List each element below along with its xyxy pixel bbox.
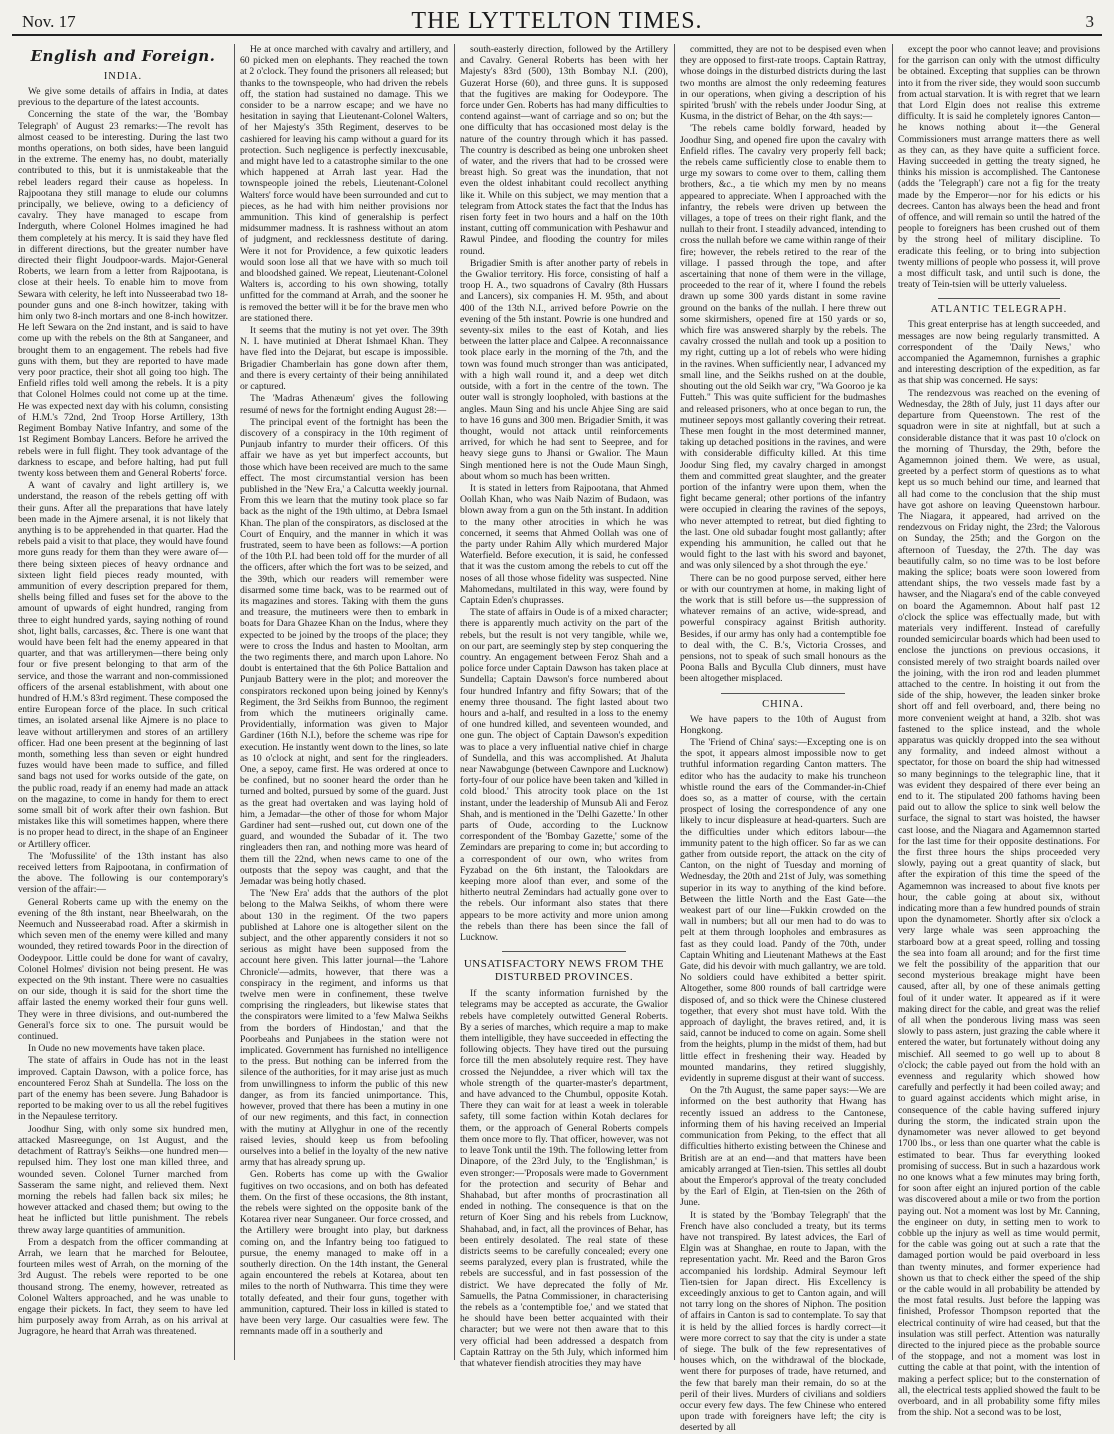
paragraph: The state of affairs in Oude is of a mixed character; there is apparently much activity on the part of the rebels, but the result is not very tangible, while we, on our part, are seemingly step by step conquering the country. An engagement between Feroz Shah and a police force under Captain Dawson has taken place at Sundella; Captain Dawson's force numbered about four hundred Infantry and fifty Sowars; that of the enemy three thousand. The fight lasted about two hours and a-half, and resulted in a loss to the enemy of one hundred killed, and seventeen wounded, and one gun. The object of Captain Dawson's expedition was to place a very influential native chief in charge of Sundella, and this was accomplished. At Jhaluta near Nawabgunge (between Cawnpore and Lucknow) forty-four of our police have been taken and 'killed in cold blood.' This atrocity took place on the 1st instant, under the leadership of Munsub Ali and Feroz Shah, and is mentioned in the 'Delhi Gazette.' In other parts of Oude, according to the Lucknow correspondent of the 'Bombay Gazette,' some of the Zemindars are preparing to come in; but according to a correspondent of our own, who writes from Fyzabad on the 6th instant, the Talookdars are keeping more aloof than ever, and some of the hitherto neutral Zemindars had actually gone over to the rebels. Our informant also states that there appears to be more activity and more union among the rebels than there has been since the fall of Lucknow. — [460, 607, 668, 944]
divider — [502, 951, 627, 952]
paragraph: From a despatch from the officer commanding at Arrah, we learn that he marched for Beloutee, fourteen miles west of Arrah, on the morning of the 3rd August. The rebels were reported to be one thousand strong. The enemy, however, retreated as Colonel Walters approached, and he was unable to engage their pickets. In fact, they seem to have led him purposely away from Arrah, as on his arrival at Jugragore, he heard that Arrah was threatened. — [18, 1236, 228, 1338]
subsection-title-china: CHINA. — [762, 698, 804, 710]
article-body — [898, 319, 1100, 1418]
paragraph: Brigadier Smith is after another party of rebels in the Gwalior territory. His force, consisting of half a troop H. A., two squadrons of Cavalry (8th Hussars and Lancers), six companies H. M. 95th, and about 400 of the 13th N.I., arrived before Powrie on the evening of the 5th instant. Powrie is one hundred and seventy-six miles to the east of Kotah, and lies between the latter place and Calpee. A reconnaissance took place early in the morning of the 7th, and the town was found much stronger than was anticipated, with a high wall round it, and a deep wet ditch outside, with a fort in the centre of the town. The outer wall is strongly loopholed, with bastions at the angles. Maun Sing and his uncle Ahjee Sing are said to have 16 guns and 300 men. Brigadier Smith, it was thought, would not attack until reinforcements arrived, for which he had sent to Seepree, and for heavy siege guns to Jhansi or Gwalior. The Maun Singh mentioned here is not the Oude Maun Singh, about whom so much has been written. — [460, 257, 668, 482]
paragraph: The 'Mofussilite' of the 13th instant has also received letters from Rajpootana, in confirmation of the above. The following is our contemporary's version of the affair:— — [18, 850, 228, 896]
newspaper-title: THE LYTTELTON TIMES. — [411, 8, 703, 34]
paragraph: A want of cavalry and light artillery is, we understand, the reason of the rebels getting off with their guns. After all the preparations that have lately been made in the Ajmere arsenal, it is not likely that anything is to be apprehended in that quarter. Had the rebels paid a visit to that place, they would have found more guns ready for them than they were aware of—there being sixteen pieces of heavy ordnance and sixteen light field pieces ready mounted, with ammunition of every description prepared for them, shells being filled and fuses set for the above to the amount of upwards of eight hundred, ranging from three to eight hundred yards, saying nothing of round shot, light balls, carcasses, &c. There is one want that would have been felt had the enemy appeared in that quarter, and that was artillerymen—there being only four or five present belonging to that arm of the service, and those the warrant and non-commissioned officers of the arsenal establishment, with about one hundred of H.M.'s 83rd regiment. These composed the entire European force of the place. In such critical times, an isolated arsenal like Ajmere is no place to leave without artillerymen and stores of an artillery officer. Had one been present at the beginning of last month, something less than seven or eight hundred fuzes would have been made to suffice, and filled sand bags not used for works outside of the gate, on the public road, ready if an enemy had made an attack on the magazine, to come in handy for them to erect some small bit of work after their own fashion. But mistakes like this will sometimes happen, where there is no proper head to direct, in the shape of an Engineer or Artillery officer. — [18, 480, 228, 850]
article-body — [460, 988, 668, 1369]
article-body — [680, 714, 886, 1434]
issue-date: Nov. 17 — [22, 12, 76, 31]
paragraph: It seems that the mutiny is not yet over. The 39th N. I. have mutinied at Dherat Ishmael Khan. They have fled into the Dejarat, but escape is impossible. Brigadier Chamberlain has gone down after them, and there is every certainty of their being annihilated or captured. — [240, 325, 448, 393]
section-title-english-and-foreign: English and Foreign. — [30, 47, 216, 65]
article-body — [898, 44, 1100, 290]
paragraph: General Roberts came up with the enemy on the evening of the 8th instant, near Bheelwarah, on the Neemuch and Nusseerabad road. After a skirmish in which seven men of the enemy were killed and many wounded, they retired towards Poor in the direction of Oodeypoor. Little could be done for want of cavalry, Colonel Holmes' division not being present. He was expected on the 9th instant. There were no casualties on our side, though it is said for the short time the affair lasted the enemy worked their four guns well. They were in three divisions, and out-numbered the General's force six to one. The pursuit would be continued. — [18, 896, 228, 1043]
column-4 — [674, 44, 892, 1434]
divider — [721, 693, 845, 694]
paragraph: We give some details of affairs in India, at dates previous to the departure of the latest accounts. — [18, 86, 228, 109]
subsection-title-india: INDIA. — [103, 71, 143, 82]
headline-unsatisfactory-news: UNSATISFACTORY NEWS FROM THE DISTURBED PROVINCES. — [463, 958, 665, 984]
paragraph: except the poor who cannot leave; and provisions for the garrison can only with the utmost difficulty be obtained. Excepting that supplies can be thrown into it from the river side, they would soon succumb from actual starvation. It is with regret that we learn that Lord Elgin does not realise this extreme difficulty. It is said he completely ignores Canton—he knows nothing about it—the General Commissioners must arrange matters there as well as they can, as they have quite a sufficient force. Having succeeded in getting the treaty signed, he thinks his mission is accomplished. The Cantonese (adds the 'Telegraph') care not a fig for the treaty made by the Emperor—nor for his edicts or his decrees. Canton has always been the head and front of offence, and will remain so until the hatred of the people to foreigners has been crushed out of them by the strong heel of military discipline. To eradicate this feeling, or to bring into subjection twenty millions of people who possess it, will prove a most difficult task, and until such is done, the treaty of Tein-tsien will be utterly valueless. — [898, 44, 1100, 291]
subsection-title-atlantic-telegraph: ATLANTIC TELEGRAPH. — [930, 304, 1068, 316]
paragraph: If the scanty information furnished by the telegrams may be accepted as accurate, the Gwalior rebels have completely outwitted General Roberts. By a series of marches, which require a map to make them intelligible, they have succeeded in effecting the following objects. They have tired out the pursuing force till the men absolutely require rest. They have crossed the Nejunddee, a river which will tax the whole strength of the quarter-master's department, and have advanced to the Chumbul, opposite Kotah. There they can wait for at least a week in tolerable safety, till some faction within Kotah declares for them, or the approach of General Roberts compels them once more to fly. That officer, however, was not to leave Tonk until the 19th. The following letter from Dinapore, of the 23rd July, to the 'Englishman,' is even stronger:—'Proposals were made to Government for the protection and security of Behar and Shahabad, but after months of procrastination all ended in nothing. The consequence is that on the return of Koer Sing and his rebels from Lucknow, Shahabad, and, in fact, all the provinces of Behar, has been entirely desolated. The real state of these districts seems to be carefully concealed; every one seems paralyzed, every plan is frustrated, while the rebels are successful, and in fast possession of the district. We have deprecated the folly of Mr. Samuells, the Patna Commissioner, in characterising the rebels as a 'contemptible foe,' and we stated that he should have been better acquainted with their character; but we were not then aware that to this very official had been addressed a despatch from Captain Rattray on the 5th July, which informed him that whatever fiendish atrocities they may have — [460, 988, 668, 1369]
column-2 — [234, 44, 454, 1360]
article-body — [460, 44, 668, 943]
paragraph: He at once marched with cavalry and artillery, and 60 picked men on elephants. They reached the town at 2 o'clock. They found the prisoners all released; but thanks to the townspeople, who had driven the rebels off, the station had sustained no damage. This we consider to be a narrow escape; and we have no hesitation in saying that Lieutenant-Colonel Walters, of her Majesty's 35th Regiment, deserves to be cashiered for leaving his camp without a guard for its protection. Such negligence is perfectly inexcusable, and might have led to a catastrophe similar to the one which happened at Arrah last year. Had the townspeople joined the rebels, Lieutenant-Colonel Walters' force would have been surrounded and cut to pieces, as he had with him neither provisions nor ammunition. This kind of generalship is perfect midsummer madness. It is rashness without an atom of judgment, and recklessness destitute of daring. Were it not for Providence, a few quixotic leaders would soon lose all that we have with so much toil and bloodshed gained. We repeat, Lieutenant-Colonel Walters is, according to his own showing, totally unfitted for the command at Arrah, and the sooner he is removed the better will it be for the brave men who are stationed there. — [240, 44, 448, 324]
paragraph: In Oude no new movements have taken place. — [28, 1043, 205, 1055]
article-body — [680, 44, 886, 685]
paragraph: The state of affairs in Oude has not in the least improved. Captain Dawson, with a police force, has encountered Feroz Shah at Sundella. The loss on the part of the enemy has been severe. Jung Bahadoor is reported to be making over to us all the rebel fugitives in the Nepaulese territory. — [18, 1055, 228, 1123]
paragraph: The principal event of the fortnight has been the discovery of a conspiracy in the 10th regiment of Punjaub infantry to murder their officers. Of this affair we have as yet but imperfect accounts, but those which have been received are much to the same effect. The most circumstantial version has been published in the 'New Era,' a Calcutta weekly journal. From this we learn that the mutiny took place so far back as the night of the 19th ultimo, at Debra Ismael Khan. The plan of the conspirators, as disclosed at the Court of Enquiry, and the manner in which it was frustrated, seem to have been as follows:—A portion of the 10th P.I. had been told off for the murder of all the officers, after which the fort was to be seized, and the 39th, which our readers will remember were disarmed some time back, was to be rearmed out of its magazines and stores. Taking with them the guns and treasure, the mutineers were then to embark in boats for Dara Ghazee Khan on the Indus, where they expected to be joined by the troops of the place; they were to cross the Indus and hasten to Mooltan, arm the two regiments there, and march upon Lahore. No doubt is entertained that the 6th Police Battalion and Punjaub Battery were in the plot; and moreover the conspirators reckoned upon being joined by Kenny's Regiment, the 3rd Seikhs from Bunnoo, the regiment from which the mutineers originally came. Providentially, information was given to Major Gardiner (16th N.I.), before the scheme was ripe for execution. He instantly went down to the lines, so late as 10 o'clock at night, and sent for the ringleaders. One, a sepoy, came first. He was ordered at once to be confined, but no sooner heard the order than he turned and bolted, pursued by some of the guard. Just as the great had overtaken and was laying hold of him, a Jemadar—the other of those for whom Major Gardiner had sent—rushed out, cut down one of the guard, and wounded the Subadar of it. The two ringleaders then ran, and nothing more was heard of them till the 22nd, when news came to one of the outposts that the sepoy was caught, and that the Jemadar was being hotly chased. — [240, 416, 448, 888]
divider — [938, 298, 1059, 299]
paragraph: Gen. Roberts has come up with the Gwalior fugitives on two occasions, and on both has defeated them. On the first of these occasions, the 8th instant, the rebels were sighted on the opposite bank of the Kotarea river near Sunganeer. Our force crossed, and the Artillery were brought into play, but darkness coming on, and the Infantry being too fatigued to pursue, the enemy managed to make off in a southerly direction. On the 14th instant, the General again encountered the rebels at Kotarea, about ten miles to the north of Nuthwarra. This time they were totally defeated, and their four guns, together with ammunition, captured. Their loss in killed is stated to have been very large. Our casualties were few. The remnants made off in a southerly and — [240, 1169, 448, 1338]
paragraph: There can be no good purpose served, either here or with our countrymen at home, in making light of the work that is still before us—the suppression of whatever remains of an active, wide-spread, and powerful conspiracy against British authority. Besides, if our army has only had a contemptible foe to deal with, the C. B.'s, Victoria Crosses, and pensions, not to speak of such small honours as the Poona Balls and Byculla Club dinners, must have been altogether misplaced. — [680, 572, 886, 685]
paragraph: south-easterly direction, followed by the Artillery and Cavalry. General Roberts has been with her Majesty's 83rd (500), 13th Bombay N.I. (200), Guzerat Horse (60), and three guns. It is supposed that the fugitives are making for Oodeypore. The force under Gen. Roberts has had many difficulties to contend against—want of carriage and so on; but the one difficulty that has occasioned most delay is the nature of the country through which it has passed. The country is described as being one unbroken sheet of water, and the rivers that had to be crossed were breast high. So great was the inundation, that not even the oldest inhabitant could recollect anything like it. While on this subject, we may mention that a telegram from Attock states the fact that the Indus has risen forty feet in two hours and a half on the 10th instant, cutting off communication with Peshawur and Rawul Pindee, and flooding the country for miles round. — [460, 44, 668, 257]
masthead — [12, 6, 1102, 36]
paragraph: Concerning the state of the war, the 'Bombay Telegraph' of August 23 remarks:—The revolt has almost ceased to be interesting. During the last two months operations, on both sides, have been languid in the extreme. The enemy has, no doubt, materially contributed to this, but it is unmistakeable that the rebel leaders regard their cause as hopeless. In Rajpootana they still manage to elude our columns principally, we believe, owing to a deficiency of cavalry. They have managed to escape from Inderguth, where Colonel Holmes imagined he had them completely at his mercy. It is said they have fled in different directions, but the greater number have directed their flight Joudpoor-wards. Major-General Roberts, we learn from a letter from Rajpootana, is close at their heels. To enable him to move from Sewara with celerity, he left into Nusseerabad two 18-pounder guns and one 8-inch howitzer, taking with him only two 8-inch mortars and one 8-inch howitzer. He left Sewara on the 2nd instant, and is said to have come up with the rebels on the 8th at Sanganeer, and brought them to an engagement. The rebels had five guns with them, but they are reported to have made very poor practice, their shot all going too high. The Enfield rifles told well among the rebels. It is a pity that Colonel Holmes could not come up at the time. He was expected next day with his column, consisting of H.M.'s 72nd, 2nd Troop Horse Artillery, 13th Regiment Bombay Native Infantry, and some of the 1st Regiment Bombay Lancers. Before he arrived the rebels were in full flight. They took advantage of the darkness to escape, and before halting, had put full twenty koss between them and General Roberts' force. — [18, 109, 228, 479]
paragraph: The rendezvous was reached on the evening of Wednesday, the 28th of July, just 11 days after our departure from Queenstown. The rest of the squadron were in site at nightfall, but at such a considerable distance that it was past 10 o'clock on the morning of Thursday, the 29th, before the Agamemnon joined them. We were, as usual, greeted by a perfect storm of questions as to what kept us so much behind our time, and learned that all had come to the conclusion that the ship must have got ashore on leaving Queenstown harbour. The Niagara, it appeared, had arrived on the rendezvous on Friday night, the 23rd; the Valorous on Sunday, the 25th; and the Gorgon on the afternoon of Tuesday, the 27th. The day was beautifully calm, so no time was to be lost before making the splice; boats were soon lowered from attendant ships, the two vessels made fast by a hawser, and the Niagara's end of the cable conveyed on board the Agamemnon. About half past 12 o'clock the splice was effectually made, but with materials very indifferent. Instead of carefully rounded semicircular boards which had been used to enclose the junctions on previous occasions, it consisted merely of two straight boards nailed over the joining, with the iron rod and leaden plummet attached to the centre. In hoisting it out from the side of the ship, however, the leaden sinker broke short off and fell overboard, and, there being no more convenient weight at hand, a 32lb. shot was fastened to the splice instead, and the whole apparatus was quickly dropped into the sea without any formality, and indeed almost without a spectator, for those on board the ship had witnessed so many beginnings to the telegraphic line, that it was evident they despaired of there ever being an end to it. The stipulated 200 fathoms having been paid out to allow the splice to sink well below the surface, the signal to start was hoisted, the hawser cast loose, and the Niagara and Agamemnon started for the last time for their opposite destinations. For the first three hours the ships proceeded very slowly, paying out a great quantity of slack, but after the expiration of this time the speed of the Agamemnon was increased to about five knots per hour, the cable going at about six, without indicating more than a few hundred pounds of strain upon the dynamometer. Shortly after six o'clock a very large whale was seen approaching the starboard bow at a great speed, rolling and tossing the sea into foam all around; and for the first time we felt the possibility of the apparition that our second mysterious breakage might have been caused, after all, by one of these animals getting foul of it under water. It appeared as if it were making direct for the cable, and great was the relief of all when the ponderous living mass was seen slowly to pass astern, just grazing the cable where it entered the water, but fortunately without doing any mischief. All seemed to go well up to about 8 o'clock; the cable payed out from the hold with an evenness and regularity which showed how carefully and perfectly it had been coiled away; and to guard against accidents which might arise, in consequence of the cable having suffered injury during the storm, the indicated strain upon the dynamometer was never allowed to get beyond 1700 lbs., or less than one quarter what the cable is estimated to bear. Thus far everything looked promising of success. But in such a hazardous work no one knows what a few minutes may bring forth, for soon after eight an injured portion of the cable was discovered about a mile or two from the portion paying out. Not a moment was lost by Mr. Canning, the engineer on duty, in setting men to work to cobble up the injury as well as time would permit, for the cable was going out at such a rate that the damaged portion would be paid overboard in less than twenty minutes, and former experience had shown us that to check either the speed of the ship or the cable would in all probability be attended by the most fatal results. Just before the lapping was finished, Professor Thompson reported that the electrical continuity of wire had ceased, but that the insulation was still perfect. Attention was naturally directed to the injured piece as the probable source of the stoppage, and not a moment was lost in cutting the cable at that point, with the intention of making a perfect splice; but to the consternation of all, the electrical tests applied showed the fault to be overboard, and in all probability some fifty miles from the ship. Not a second was to be lost, — [898, 387, 1100, 1419]
paragraph: On the 7th August, the same paper says:—We are informed on the best authority that Hwang has recently issued an address to the Cantonese, informing them of his having received an Imperial communication from Peking, to the effect that all difficulties hitherto existing between the Chinese and British are at an end—and that matters have been amicably arranged at Tien-tsien. This settles all doubt about the Emperor's approval of the treaty concluded by the Earl of Elgin, at Tien-tsien on the 26th of June. — [680, 1085, 886, 1209]
paragraph: The 'New Era' adds that the authors of the plot belong to the Malwa Seikhs, of whom there were about 130 in the regiment. Of the two papers published at Lahore one is altogether silent on the subject, and the other apparently considers it not so serious as might have been supposed from the account here given. This latter journal—the 'Lahore Chronicle'—admits, however, that there was a conspiracy in the regiment, and informs us that twelve men were in confinement, these twelve comprising the ringleaders, but likewise states that the conspirators were limited to a 'few Malwa Seikhs from the borders of Hindostan,' and that the Poorbeahs and Punjabees in the station were not implicated. Government has furnished no intelligence to the press. But nothing can be inferred from the silence of the authorities, for it may arise just as much from unwillingness to inform the public of this new danger, as from its fancied unimportance. This, however, proved that there has been a mutiny in one of our new regiments, and this fact, in connection with the mutiny at Allyghur in one of the recently raised levies, should keep us from befooling ourselves into a belief in the loyalty of the new native army that has already sprung up. — [240, 888, 448, 1169]
paragraph: It is stated by the 'Bombay Telegraph' that the French have also concluded a treaty, but its terms have not transpired. By latest advices, the Earl of Elgin was at Shanghae, en route to Japan, with the representation yacht. Mr. Reed and the Baron Gros accompanied his lordship. Admiral Seymour left Tien-tsien for Japan direct. His Excellency is exceedingly anxious to get to Canton again, and will not tarry long on the shores of Niphon. The position of affairs in Canton is sad to contemplate. To say that it is held by the allied forces is hardly correct—it were more correct to say that the city is under a state of siege. The bulk of the few representatives of houses which, on the withdrawal of the blockade, went there for purposes of trade, have returned, and the few that barely man their remain, do so at the peril of their lives. Murders of civilians and soldiers occur every few days. The few Chinese who entered upon trade with foreigners have left; the city is deserted by all — [680, 1209, 886, 1434]
column-3 — [454, 44, 674, 1369]
paragraph: It is stated in letters from Rajpootana, that Ahmed Oollah Khan, who was Naib Nazim of Budaon, was blown away from a gun on the 5th instant. In addition to the many other atrocities in which he was concerned, it seems that Ahmed Oollah was one of the party under Rahim Ally which murdered Major Waterfield. Before execution, it is said, he confessed that it was the custom among the rebels to cut off the noses of all those whose fidelity was suspected. Nine Mahomedans, multilated in this way, were found by Captain Eden's chuprasses. — [460, 482, 668, 606]
article-body — [240, 44, 448, 1337]
paragraph: This great enterprise has at length succeeded, and messages are now being regularly transmitted. A correspondent of the 'Daily News,' who accompanied the Agamemnon, furnishes a graphic and interesting description of the expedition, as far as that ship was concerned. He says: — [898, 319, 1100, 387]
paragraph: The 'Friend of China' says:—Excepting one is on the spot, it appears almost impossible now to get truthful information regarding Canton matters. The editor who has the audacity to make his truncheon whistle round the ears of the Commander-in-Chief does so, as a matter of course, with the certain prospect of losing the correspondence of any one likely to incur displeasure at head-quarters. Such are the difficulties under which editors labour—the immunity patent to the high officer. So far as we can gather from outside report, the attack on the city of Canton, on the night of Tuesday and morning of Wednesday, the 20th and 21st of July, was something superior in its way to anything of the kind before. Between the little North and the East Gate—the weakest part of our line—Fukkin crowded on the wall in numbers; but all our men had to do was to pelt at them through loopholes and embrasures as fast as they could load. Pandy of the 70th, under Captain Whiting and Lieutenant Mathews at the East Gate, did his devoir with much gallantry, we are told. No soldiers could have exhibited a better spirit. Altogether, some 800 rounds of ball cartridge were disposed of, and so thick were the Chinese clustered together, that every shot must have told. With the approach of daylight, the braves retired, and, it is said, cannot be induced to come on again. Some shell from the heights, plump in the midst of them, had but little effect in freshening their way. Headed by mounted mandarins, they retired sluggishly, evidently in supreme disgust at their want of success. — [680, 736, 886, 1085]
column-1 — [12, 44, 234, 1360]
paragraph: 'The rebels came boldly forward, headed by Joodhur Sing, and opened fire upon the cavalry with Enfield rifles. The cavalry very properly fell back; the rebels came sufficiently close to enable them to urge my sowars to come over to them, calling them brothers, &c., a tie which my men by no means appeared to appreciate. When I approached with the infantry, the rebels were driven up between the villages, a tope of trees on their right flank, and the nullah to their front. I steadily advanced, intending to cross the nullah before we came within range of their fire; however, the rebels retired to the rear of the village. I passed through the tope, and after ascertaining that none of them were in the village, proceeded to the rear of it, where I found the rebels drawn up some 300 yards distant in some ravine ground on the banks of the nullah. I here threw out some skirmishers, opened fire at 150 yards or so, which fire was answered sharply by the rebels. The cavalry crossed the nullah and took up a position to my right, cutting up a lot of rebels who were hiding in the ravines. When sufficiently near, I advanced my small line, and the Seikhs rushed on at the double, shouting out the old Seikh war cry, "Wa Gooroo je ka Futteh." This was quite sufficient for the budmashes and released prisoners, who at once began to run, the mutineer sepoys most gallantly covering their retreat. These men fought in the most determined manner, taking up detached positions in the ravines, and were with considerable difficulty killed. At this time Joodur Sing fled, my cavalry charged in amongst them and committed great slaughter, and the greater portion of the infantry were upon them, when the fight became general; other portions of the infantry were occupied in clearing the ravines of the sepoys, who never attempted to retreat, but died fighting to the last. One old subadar fought most gallantly; after expending his ammunition, he called out that he would fight to the last with his sword and bayonet, and was only silenced by a shot through the eye.' — [680, 123, 886, 572]
article-body — [18, 86, 228, 1338]
paragraph: The 'Madras Athenæum' gives the following resumé of news for the fortnight ending August 28:— — [240, 393, 448, 416]
paragraph: We have papers to the 10th of August from Hongkong. — [680, 713, 886, 736]
paragraph: committed, they are not to be despised even when they are opposed to first-rate troops. Captain Rattray, whose doings in the disturbed districts during the last two months are almost the only redeeming features in our operations, when giving a description of his spirited 'brush' with the rebels under Joodur Sing, at Kusma, in the district of Behar, on the 4th says:— — [680, 44, 886, 123]
page-number: 3 — [1085, 12, 1094, 31]
paragraph: Joodhur Sing, with only some six hundred men, attacked Masreegunge, on 1st August, and the detachment of Rattray's Seikhs—one hundred men—repulsed him. They lost one man killed three, and wounded seven. Colonel Turner marched from Sasseram the same night, and relieved them. Next morning the rebels had fallen back six miles; he however attacked and chased them; but owing to the heat he inflicted but little punishment. The rebels threw away large quantities of ammunition. — [18, 1123, 228, 1236]
column-5 — [892, 44, 1106, 1419]
